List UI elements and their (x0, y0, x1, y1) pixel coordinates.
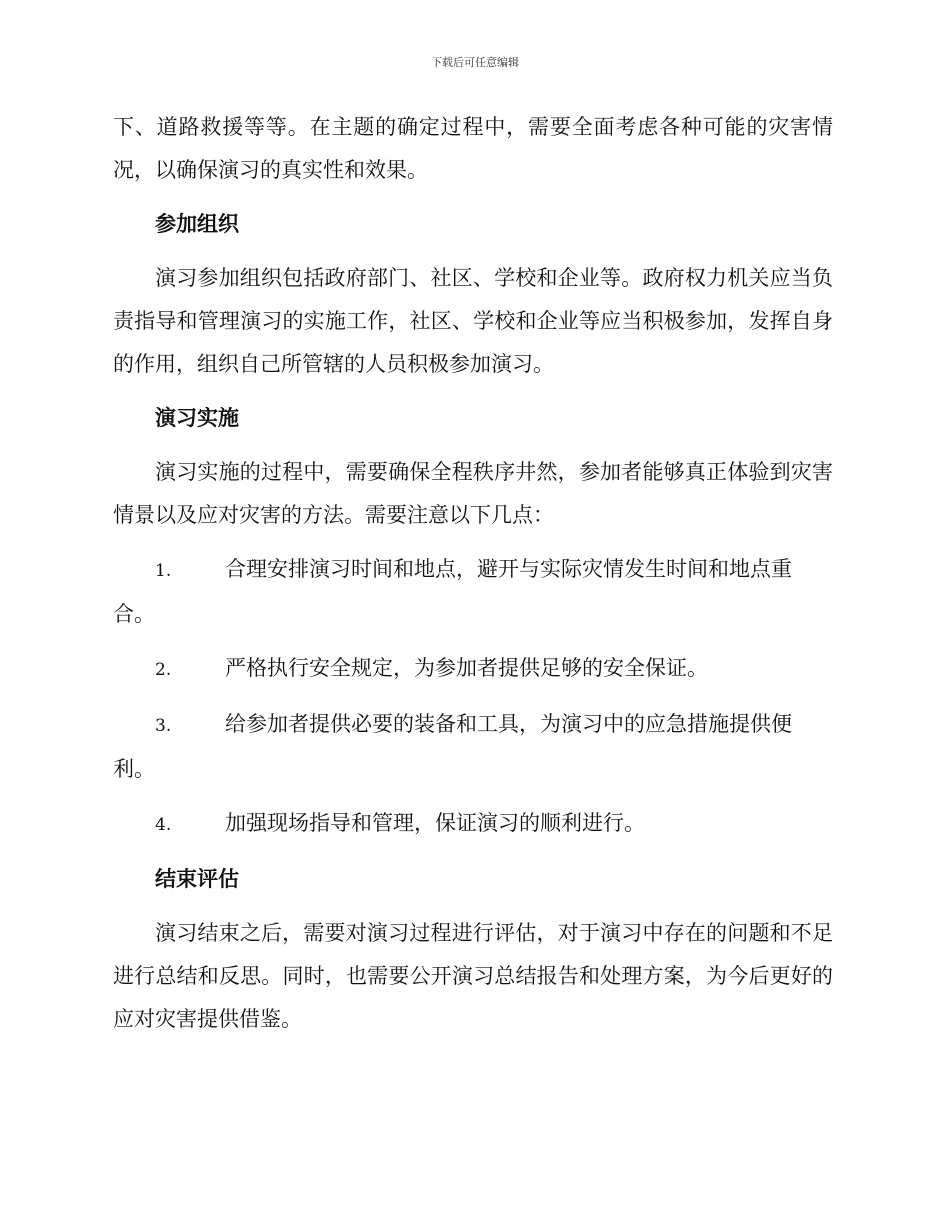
list-item (113, 647, 833, 692)
participation-paragraph: 演习参加组织包括政府部门、社区、学校和企业等。政府权力机关应当负责指导和管理演习的实施工作，社区、学校和企业等应当积极参加，发挥自身的作用，组织自己所管辖的人员积极参加演习。 (113, 266, 833, 376)
list-item-text: 加强现场指导和管理，保证演习的顺利进行。 (225, 811, 645, 835)
list-item-text: 合理安排演习时间和地点，避开与实际灾情发生时间和地点重合。 (113, 557, 792, 626)
implementation-paragraph: 演习实施的过程中，需要确保全程秩序井然，参加者能够真正体验到灾害情景以及应对灾害的方法。需要注意以下几点： (113, 460, 833, 527)
intro-paragraph: 下、道路救援等等。在主题的确定过程中，需要全面考虑各种可能的灾害情况，以确保演习的真实性和效果。 (113, 115, 833, 182)
heading-implementation: 演习实施 (155, 406, 239, 430)
list-item (113, 802, 833, 847)
list-item-number: 2. (155, 660, 172, 680)
list-item-text: 给参加者提供必要的装备和工具，为演习中的应急措施提供便利。 (113, 712, 792, 781)
heading-participation: 参加组织 (155, 212, 239, 236)
list-item-number: 4. (155, 815, 172, 835)
list-item-text: 严格执行安全规定，为参加者提供足够的安全保证。 (225, 656, 708, 680)
heading-evaluation: 结束评估 (155, 867, 239, 891)
list-item-number: 1. (155, 561, 172, 581)
list-item (113, 548, 833, 636)
page-header: 下载后可任意编辑 (431, 56, 519, 69)
document-body (113, 106, 833, 1052)
list-item (113, 703, 833, 791)
list-item-number: 3. (155, 716, 172, 736)
evaluation-paragraph: 演习结束之后，需要对演习过程进行评估，对于演习中存在的问题和不足进行总结和反思。同时，也需要公开演习总结报告和处理方案，为今后更好的应对灾害提供借鉴。 (113, 921, 833, 1031)
